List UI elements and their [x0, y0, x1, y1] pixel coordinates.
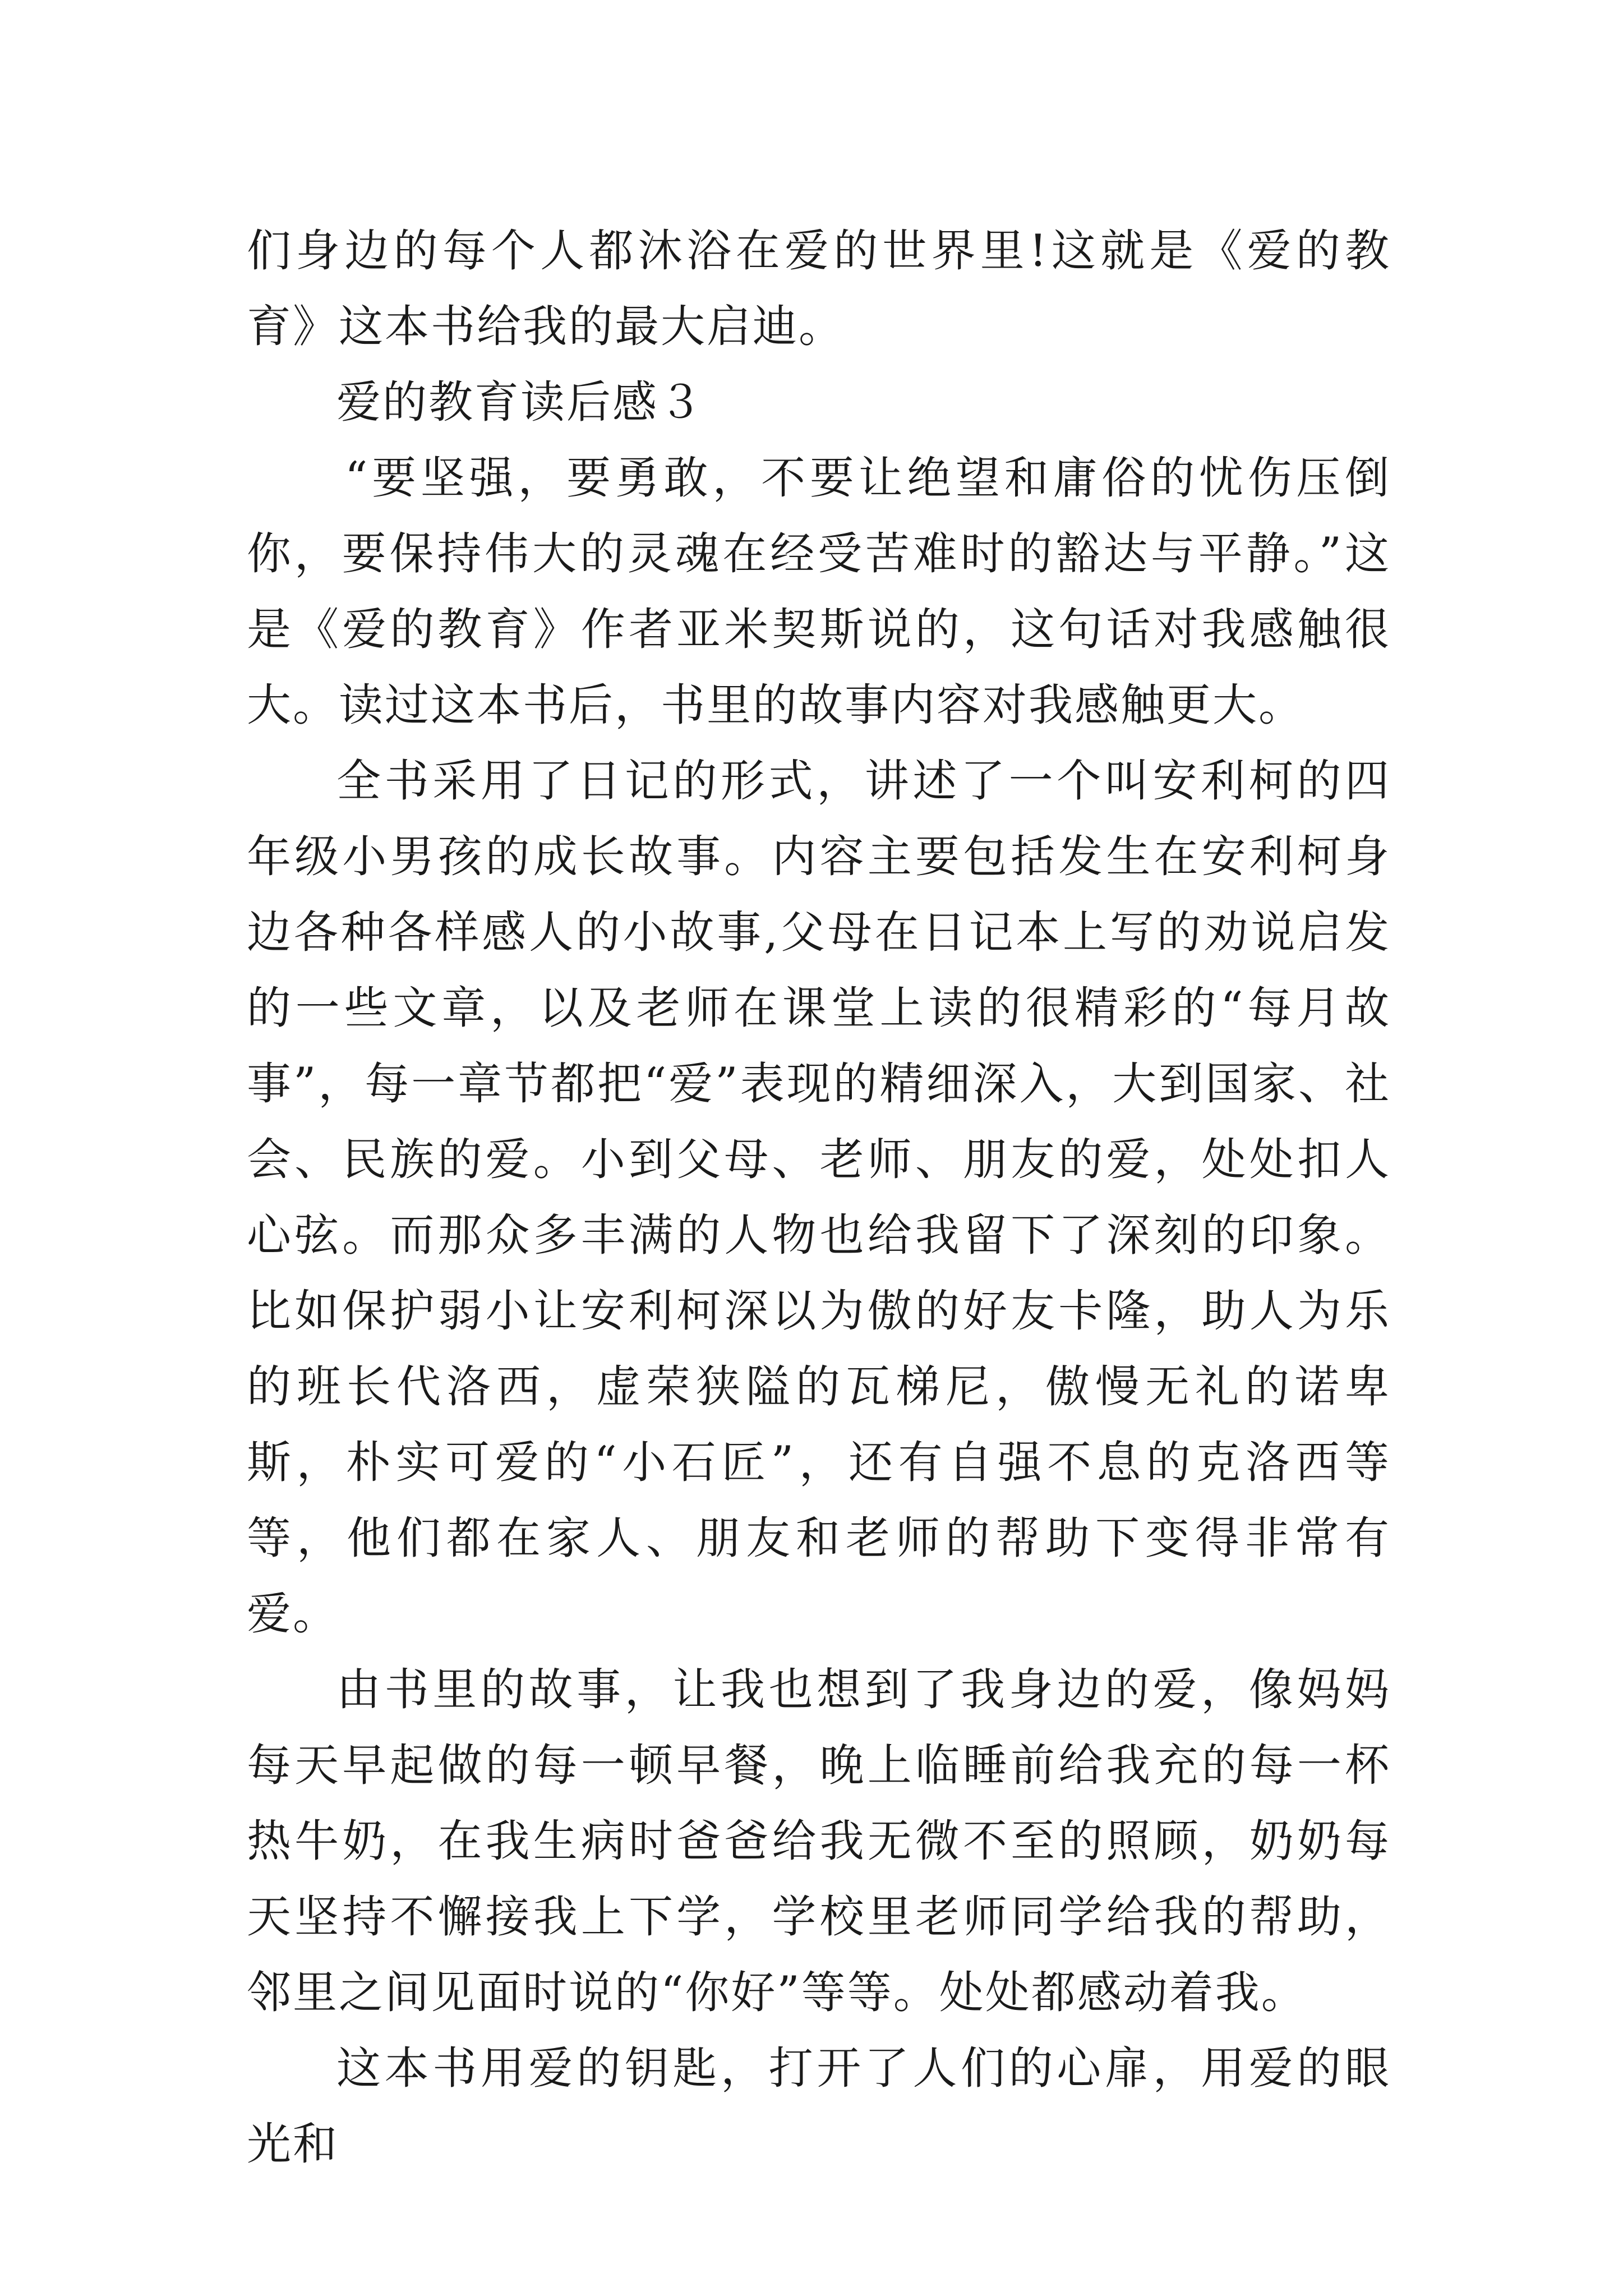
- paragraph-closing: 这本书用爱的钥匙，打开了人们的心扉，用爱的眼光和: [247, 2042, 1391, 2170]
- paragraph-quote: “要坚强，要勇敢，不要让绝望和庸俗的忧伤压倒你，要保持伟大的灵魂在经受苦难时的豁达与平静。”这是《爱的教育》作者亚米契斯说的，这句话对我感触很大。读过这本书后，书里的故事内容对我感触更大。: [247, 452, 1391, 731]
- paragraph-summary: 全书采用了日记的形式，讲述了一个叫安利柯的四年级小男孩的成长故事。内容主要包括发生在安利柯身边各种各样感人的小故事,父母在日记本上写的劝说启发的一些文章，以及老师在课堂上读的很精彩的“每月故事”，每一章节都把“爱”表现的精细深入，大到国家、社会、民族的爱。小到父母、老师、朋友的爱，处处扣人心弦。而那众多丰满的人物也给我留下了深刻的印象。比如保护弱小让安利柯深以为傲的好友卡隆，助人为乐的班长代洛西，虚荣狭隘的瓦梯尼，傲慢无礼的诺卑斯，朴实可爱的“小石匠”，还有自强不息的克洛西等等，他们都在家人、朋友和老师的帮助下变得非常有爱。: [247, 755, 1391, 1640]
- document-body: [247, 213, 1391, 2182]
- section-heading: 爱的教育读后感３: [336, 376, 704, 428]
- paragraph-continuation: 们身边的每个人都沐浴在爱的世界里!这就是《爱的教育》这本书给我的最大启迪。: [247, 225, 1391, 352]
- paragraph-reflection: 由书里的故事，让我也想到了我身边的爱，像妈妈每天早起做的每一顿早餐，晚上临睡前给我充的每一杯热牛奶，在我生病时爸爸给我无微不至的照顾，奶奶每天坚持不懈接我上下学，学校里老师同学给我的帮助，邻里之间见面时说的“你好”等等。处处都感动着我。: [247, 1664, 1391, 2018]
